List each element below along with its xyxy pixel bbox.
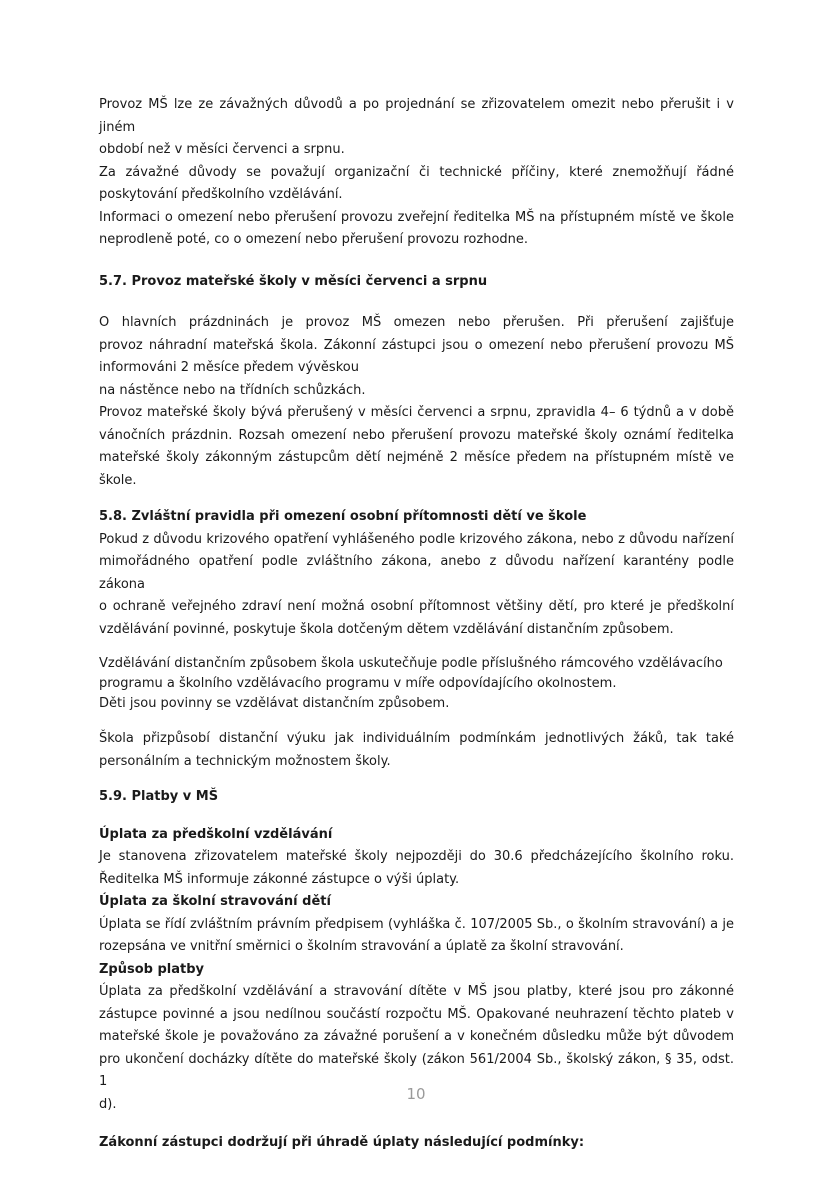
s59-line: Úplata za předškolní vzdělávání a stravování dítěte v MŠ jsou platby, které jsou pro zákonné [99,984,734,999]
s57-line: mateřské školy zákonným zástupcům dětí nejméně 2 měsíce předem na přístupném místě ve [99,450,734,465]
s58-line: mimořádného opatření podle zvláštního zákona, anebo z důvodu nařízení karantény podle zákona [99,554,734,592]
intro-line: období než v měsíci červenci a srpnu. [99,142,345,157]
page-number: 10 [406,1085,426,1103]
s58-line: Pokud z důvodu krizového opatření vyhlášeného podle krizového zákona, nebo z důvodu nařízení [99,531,734,547]
section-heading-5-9: 5.9. Platby v MŠ [99,789,219,804]
s59-line: pro ukončení docházky dítěte do mateřské školy (zákon 561/2004 Sb., školský zákon, § 35, odst. 1 [99,1051,734,1089]
intro-line: Za závažné důvody se považují organizační či technické příčiny, které znemožňují řádné [99,164,734,180]
s58-adapt-line: personálním a technickým možnostem školy. [99,753,391,769]
s58-distance-line: programu a školního vzdělávacího programu v míře odpovídajícího okolnostem. [99,676,617,691]
payment-conditions-heading: Zákonní zástupci dodržují při úhradě úplaty následující podmínky: [99,1135,585,1150]
s57-line: škole. [99,472,137,488]
intro-line: poskytování předškolního vzdělávání. [99,187,343,202]
s59-line: mateřské škole je považováno za závažné porušení a v konečném důsledku může být důvodem [99,1029,734,1044]
s58-line: vzdělávání povinné, poskytuje škola dotčeným dětem vzdělávání distančním způsobem. [99,621,674,637]
s58-adapt-line: Škola přizpůsobí distanční výuku jak individuálním podmínkám jednotlivých žáků, tak také [99,731,734,746]
subheading-meal-fee: Úplata za školní stravování dětí [99,894,331,909]
subheading-payment-method: Způsob platby [99,961,205,977]
document-page [99,94,734,1155]
s57-line: na nástěnce nebo na třídních schůzkách. [99,382,366,398]
intro-line: Informaci o omezení nebo přerušení provozu zveřejní ředitelka MŠ na přístupném místě ve škole [99,209,734,225]
intro-line: neprodleně poté, co o omezení nebo přerušení provozu rozhodne. [99,232,529,247]
subheading-tuition-fee: Úplata za předškolní vzdělávání [99,826,333,842]
s59-line: d). [99,1096,117,1112]
s57-line: Provoz mateřské školy bývá přerušený v měsíci červenci a srpnu, zpravidla 4– 6 týdnů a v době [99,405,734,420]
s57-line: O hlavních prázdninách je provoz MŠ omezen nebo přerušen. Při přerušení zajišťuje [99,315,734,330]
s57-line: vánočních prázdnin. Rozsah omezení nebo přerušení provozu mateřské školy oznámí ředitelka [99,427,734,443]
s59-line: Ředitelka MŠ informuje zákonné zástupce o výši úplaty. [99,871,460,887]
s57-line: informováni 2 měsíce předem vývěskou [99,360,359,375]
intro-line: Provoz MŠ lze ze závažných důvodů a po projednání se zřizovatelem omezit nebo přerušit i v jiném [99,97,734,135]
s59-line: Je stanovena zřizovatelem mateřské školy nejpozději do 30.6 předcházejícího školního roku. [99,849,734,864]
s58-distance-line: Vzdělávání distančním způsobem škola uskutečňuje podle příslušného rámcového vzdělávacího [99,656,723,671]
s59-line: zástupce povinné a jsou nedílnou součástí rozpočtu MŠ. Opakované neuhrazení těchto plateb v [99,1006,734,1022]
s58-distance-line: Děti jsou povinny se vzdělávat distančním způsobem. [99,696,450,711]
s59-line: Úplata se řídí zvláštním právním předpisem (vyhláška č. 107/2005 Sb., o školním stravování) a je [99,916,734,932]
s57-line: provoz náhradní mateřská škola. Zákonní zástupci jsou o omezení nebo přerušení provozu MŠ [99,337,734,353]
s58-line: o ochraně veřejného zdraví není možná osobní přítomnost většiny dětí, pro které je předškolní [99,599,734,614]
s59-line: rozepsána ve vnitřní směrnici o školním stravování a úplatě za školní stravování. [99,939,624,954]
section-heading-5-7: 5.7. Provoz mateřské školy v měsíci červenci a srpnu [99,273,488,289]
section-heading-5-8: 5.8. Zvláštní pravidla při omezení osobní přítomnosti dětí ve škole [99,509,587,524]
